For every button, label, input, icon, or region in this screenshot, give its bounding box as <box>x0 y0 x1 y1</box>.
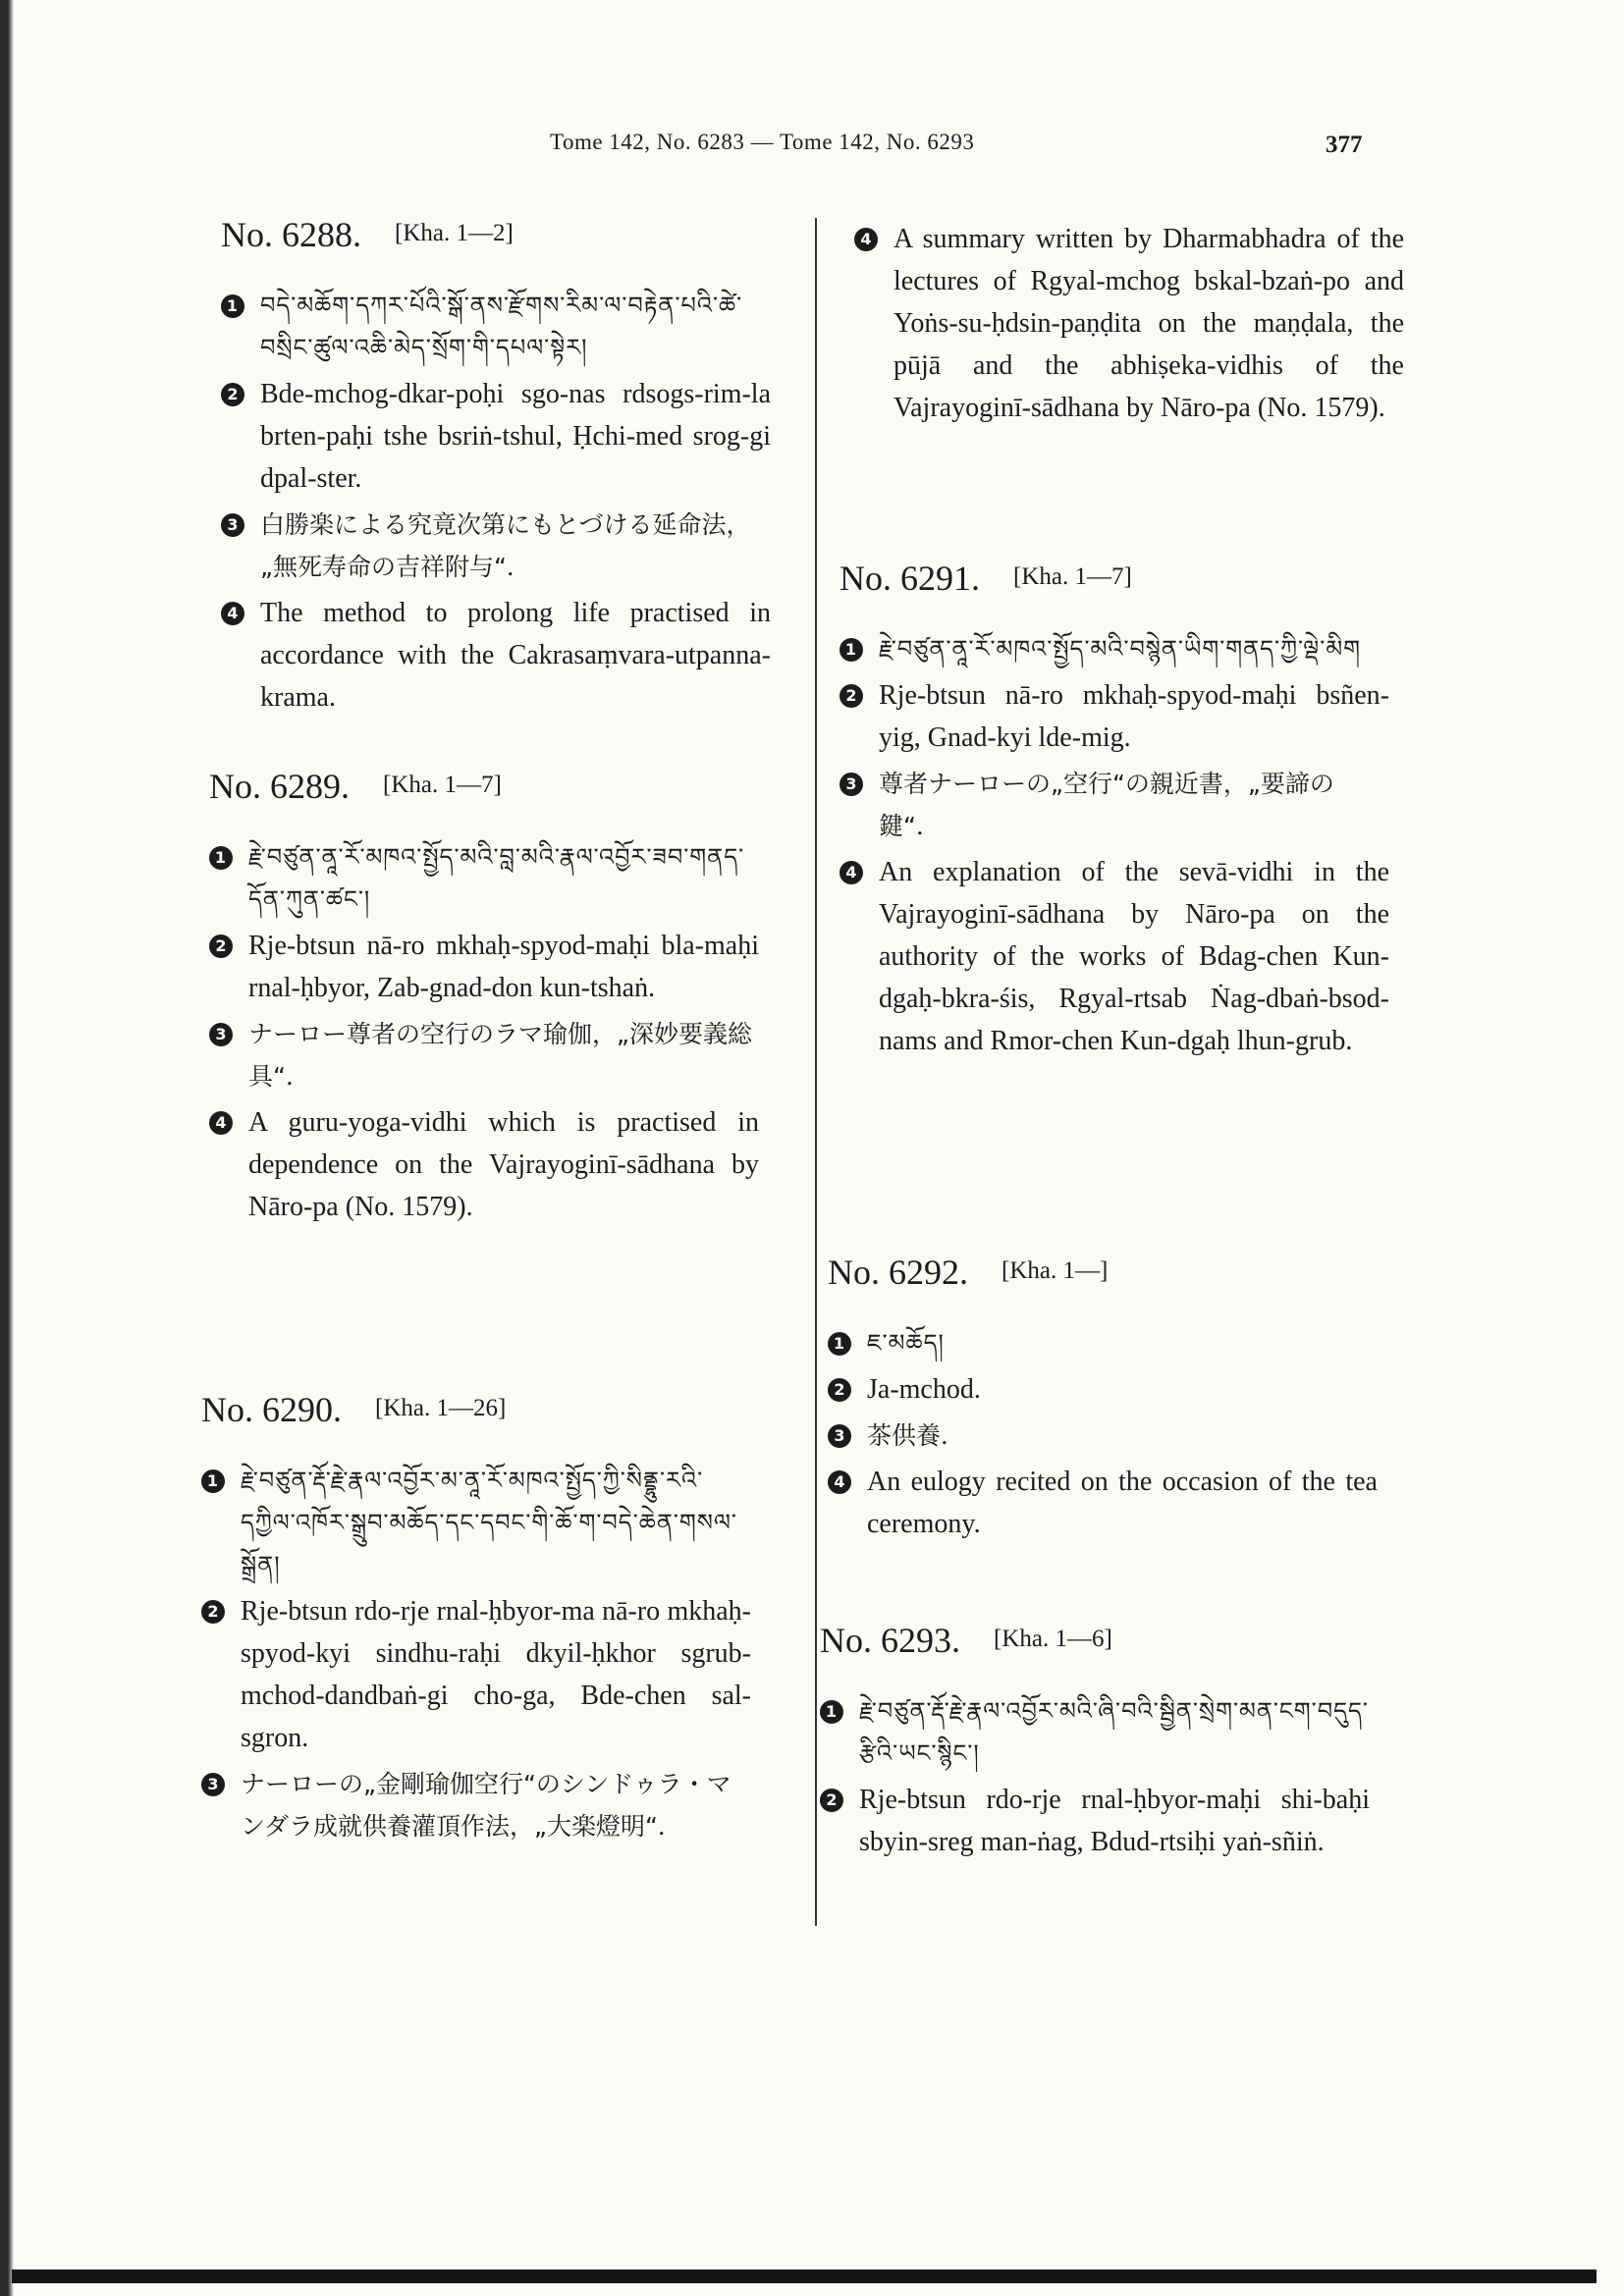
circled-number-marker: 1 <box>839 638 863 662</box>
entry-reference: [Kha. 1—26] <box>375 1395 507 1421</box>
tibetan-title: 1 རྗེ་བཙུན་རྡོ་རྗེ་རྣལ་འབྱོར་མ་ནཱ་རོ་མཁའ་སྤྱོད་ཀྱི་སིནྡྷུ་རའི་དཀྱིལ་འཁོར་སྒྲུབ་མཆོད་དང་དབང་གི་ཆོ་ག་བདེ་ཆེན་གསལ་སྒྲོན། <box>201 1460 751 1586</box>
entry-number: No. 6289. <box>209 767 350 806</box>
tibetan-title: 1 རྗེ་བཙུན་རྡོ་རྗེ་རྣལ་འབྱོར་མའི་ཞི་བའི་སྦྱིན་སྲེག་མན་ངག་བདུད་རྩིའི་ཡང་སྙིང་། <box>820 1690 1370 1775</box>
circled-number-marker: 4 <box>854 228 878 251</box>
english-description: 4 An eulogy recited on the occasion of the tea ceremony. <box>828 1461 1378 1545</box>
circled-number-marker: 1 <box>820 1700 843 1724</box>
circled-number-marker: 1 <box>209 846 233 870</box>
entry-6288 <box>221 214 771 719</box>
entry-reference: [Kha. 1—2] <box>395 220 514 246</box>
entry-reference: [Kha. 1—7] <box>383 772 502 798</box>
transliteration: 2 Bde-mchog-dkar-poḥi sgo-nas rdsogs-rim-la brten-paḥi tshe bsriṅ-tshul, Ḥchi-med srog-gi dpal-ster. <box>221 373 771 500</box>
circled-number-marker: 1 <box>221 294 244 318</box>
entry-6292 <box>828 1252 1378 1545</box>
japanese-title: 3 茶供養． <box>828 1415 1378 1457</box>
entry-reference: [Kha. 1—6] <box>994 1626 1112 1652</box>
bottom-rule <box>12 2269 1597 2283</box>
entry-number: No. 6290. <box>201 1390 342 1429</box>
circled-number-marker: 2 <box>201 1600 225 1624</box>
english-description: 4 A summary written by Dharmabhadra of the lectures of Rgyal-mchog bskal-bzaṅ-po and Yoṅs-su-ḥdsin-paṇḍita on the maṇḍala, the pūjā and the abhiṣeka-vidhis of the Vajrayoginī-sādhana by Nāro-pa (No. 1579). <box>854 218 1404 429</box>
transliteration: 2 Rje-btsun rdo-rje rnal-ḥbyor-ma nā-ro mkhaḥ-spyod-kyi sindhu-raḥi dkyil-ḥkhor sgrub-mchod-dandbaṅ-gi cho-ga, Bde-chen sal-sgron. <box>201 1590 751 1759</box>
english-description: 4 The method to prolong life practised in accordance with the Cakrasaṃvara-utpanna-krama. <box>221 592 771 719</box>
circled-number-marker: 3 <box>209 1023 233 1046</box>
tibetan-title: 1 ཇ་མཆོད། <box>828 1322 1378 1364</box>
english-description: 4 An explanation of the sevā-vidhi in the Vajrayoginī-sādhana by Nāro-pa on the authority of the works of Bdag-chen Kun-dgaḥ-bkra-śis, Rgyal-rtsab Ṅag-dbaṅ-bsod-nams and Rmor-chen Kun-dgaḥ lhun-grub. <box>839 851 1389 1062</box>
page-number: 377 <box>1326 132 1363 158</box>
circled-number-marker: 4 <box>221 602 244 625</box>
transliteration: 2 Rje-btsun nā-ro mkhaḥ-spyod-maḥi bla-maḥi rnal-ḥbyor, Zab-gnad-don kun-tshaṅ. <box>209 925 759 1009</box>
entry-heading <box>209 766 759 827</box>
entry-6289 <box>209 766 759 1228</box>
circled-number-marker: 4 <box>839 861 863 884</box>
entry-heading <box>828 1252 1378 1312</box>
japanese-title: 3 ナーローの„金剛瑜伽空行“のシンドゥラ・マンダラ成就供養灌頂作法，„大楽燈明“． <box>201 1763 751 1847</box>
tibetan-title: 1 རྗེ་བཙུན་ནཱ་རོ་མཁའ་སྤྱོད་མའི་བསྙེན་ཡིག་གནད་ཀྱི་ལྡེ་མིག <box>839 628 1389 670</box>
japanese-title: 3 尊者ナーローの„空行“の親近書，„要諦の鍵“． <box>839 763 1389 847</box>
circled-number-marker: 3 <box>828 1424 851 1448</box>
entry-heading <box>839 558 1389 618</box>
circled-number-marker: 2 <box>820 1789 843 1812</box>
circled-number-marker: 1 <box>828 1332 851 1356</box>
circled-number-marker: 2 <box>221 383 244 406</box>
english-description: 4 A guru-yoga-vidhi which is practised in dependence on the Vajrayoginī-sādhana by Nāro-pa (No. 1579). <box>209 1101 759 1228</box>
entry-6291 <box>839 558 1389 1062</box>
transliteration: 2 Rje-btsun nā-ro mkhaḥ-spyod-maḥi bsñen-yig, Gnad-kyi lde-mig. <box>839 674 1389 759</box>
transliteration: 2 Ja-mchod. <box>828 1368 1378 1411</box>
running-head: Tome 142, No. 6283 — Tome 142, No. 6293 <box>550 130 975 154</box>
entry-6290 <box>201 1389 751 1847</box>
circled-number-marker: 2 <box>828 1378 851 1402</box>
circled-number-marker: 4 <box>828 1470 851 1494</box>
entry-6290-continuation <box>854 218 1404 429</box>
entry-number: No. 6291. <box>839 559 980 598</box>
circled-number-marker: 3 <box>221 513 244 537</box>
entry-reference: [Kha. 1—] <box>1001 1257 1109 1284</box>
circled-number-marker: 2 <box>209 934 233 958</box>
circled-number-marker: 3 <box>201 1773 225 1796</box>
circled-number-marker: 4 <box>209 1111 233 1135</box>
entry-number: No. 6292. <box>828 1253 968 1292</box>
circled-number-marker: 2 <box>839 684 863 708</box>
entry-number: No. 6288. <box>221 215 361 254</box>
entry-heading <box>820 1620 1370 1681</box>
entry-6293 <box>820 1620 1370 1863</box>
transliteration: 2 Rje-btsun rdo-rje rnal-ḥbyor-maḥi shi-baḥi sbyin-sreg man-ṅag, Bdud-rtsiḥi yaṅ-sñiṅ. <box>820 1779 1370 1863</box>
binding-edge <box>0 0 14 2296</box>
japanese-title: 3 ナーロー尊者の空行のラマ瑜伽，„深妙要義総具“． <box>209 1013 759 1097</box>
circled-number-marker: 1 <box>201 1469 225 1493</box>
tibetan-title: 1 བདེ་མཆོག་དཀར་པོའི་སྒོ་ནས་རྫོགས་རིམ་ལ་བརྟེན་པའི་ཚེ་བསྲིང་ཚུལ་འཆི་མེད་སྲོག་གི་དཔལ་སྟེར། <box>221 285 771 369</box>
column-divider <box>815 218 817 1926</box>
entry-heading <box>221 214 771 275</box>
tibetan-title: 1 རྗེ་བཙུན་ནཱ་རོ་མཁའ་སྤྱོད་མའི་བླ་མའི་རྣལ་འབྱོར་ཟབ་གནད་དོན་ཀུན་ཚང་། <box>209 836 759 921</box>
entry-heading <box>201 1389 751 1450</box>
japanese-title: 3 白勝楽による究竟次第にもとづける延命法，„無死寿命の吉祥附与“． <box>221 504 771 588</box>
circled-number-marker: 3 <box>839 773 863 796</box>
entry-reference: [Kha. 1—7] <box>1013 563 1132 590</box>
entry-number: No. 6293. <box>820 1621 960 1660</box>
